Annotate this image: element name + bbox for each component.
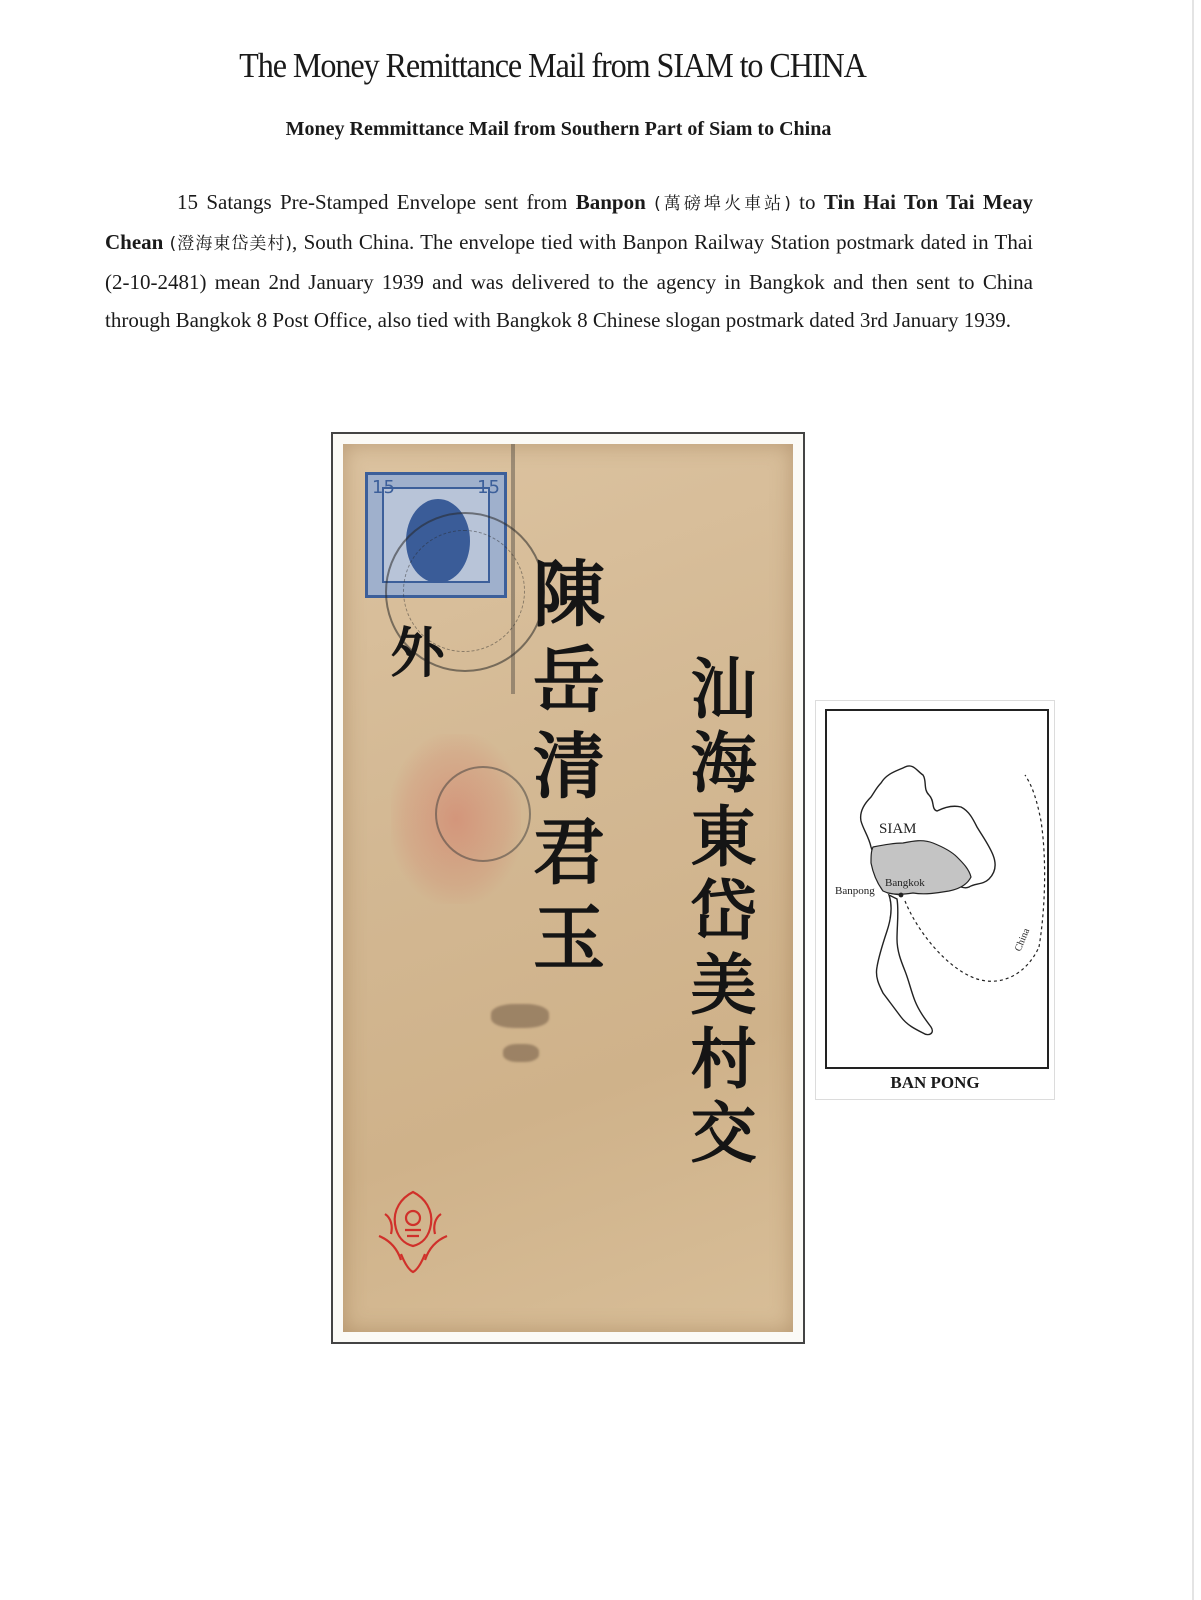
page-edge [1192, 0, 1194, 1600]
desc-destination-chinese: (澄海東岱美村) [169, 234, 293, 254]
desc-destination: Tin Hai Ton Tai Meay Chean [105, 190, 1033, 254]
sender-handwriting: 外 [382, 624, 446, 678]
ink-smudge [491, 1004, 549, 1028]
map-inset [815, 700, 1055, 1100]
envelope-frame [331, 432, 805, 1344]
bangkok-8-postmark [435, 766, 531, 862]
map-area [825, 709, 1049, 1069]
page-title: The Money Remittance Mail from SIAM to CHINA [239, 46, 866, 85]
addressee-handwriting: 陳岳清君玉 [521, 556, 606, 986]
desc-text-2: to [790, 190, 824, 214]
map-label-bangkok: Bangkok [885, 877, 925, 889]
stamp-value-right: 15 [477, 477, 500, 498]
map-label-siam: SIAM [879, 821, 917, 837]
map-caption: BAN PONG [890, 1073, 980, 1092]
map-label-china: China [1013, 926, 1033, 954]
desc-origin-chinese: (萬磅埠火車站) [654, 194, 791, 214]
stamp-value-left: 15 [372, 477, 395, 498]
page-subtitle: Money Remmittance Mail from Southern Part of Siam to China [285, 118, 832, 140]
envelope-image [343, 444, 793, 1332]
map-label-banpong: Banpong [835, 885, 875, 897]
desc-origin: Banpon [575, 190, 646, 214]
red-seal-icon [371, 1184, 455, 1276]
desc-text-1: 15 Satangs Pre-Stamped Envelope sent from [177, 190, 576, 214]
desc-text-3: , South China. The envelope tied with Banpon Railway Station postmark dated in Thai (2-10-2481) mean 2nd January 1939 and was delivered to the agency in Bangkok and then sent to China through Bangkok 8 Post Office, also tied with Bangkok 8 Chinese slogan postmark dated 3rd January 1939. [105, 230, 1034, 332]
description-paragraph [105, 183, 1033, 339]
ink-smudge [503, 1044, 539, 1062]
address-handwriting: 汕海東岱美村交 [679, 654, 757, 1172]
